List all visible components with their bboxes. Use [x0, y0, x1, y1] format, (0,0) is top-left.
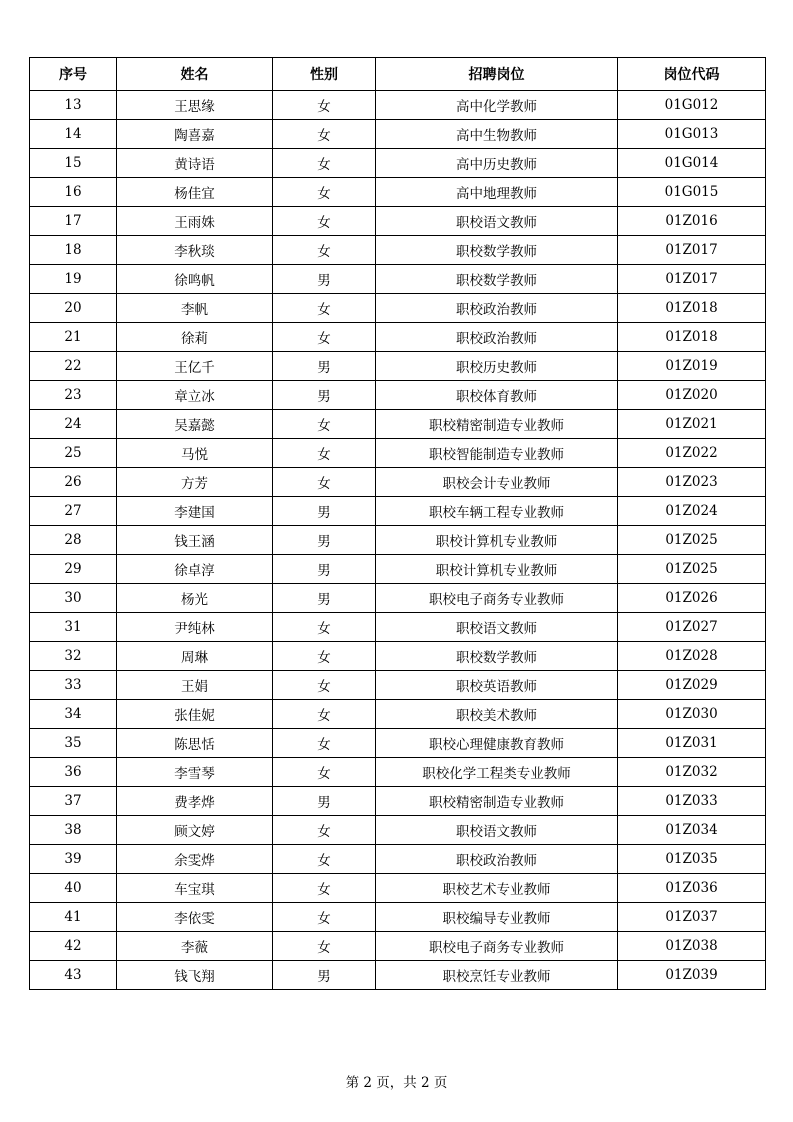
table-row	[30, 410, 766, 439]
cell-post: 高中地理教师	[376, 178, 618, 207]
cell-gender: 女	[273, 758, 376, 787]
cell-seq: 32	[30, 642, 117, 671]
table-row	[30, 265, 766, 294]
cell-post: 职校编导专业教师	[376, 903, 618, 932]
cell-gender: 男	[273, 381, 376, 410]
cell-seq: 16	[30, 178, 117, 207]
cell-post: 高中生物教师	[376, 120, 618, 149]
cell-code: 01Z024	[618, 497, 766, 526]
cell-name: 李帆	[117, 294, 273, 323]
cell-name: 尹纯林	[117, 613, 273, 642]
cell-gender: 男	[273, 584, 376, 613]
table-row	[30, 236, 766, 265]
cell-code: 01Z029	[618, 671, 766, 700]
cell-name: 李雪琴	[117, 758, 273, 787]
table-row	[30, 120, 766, 149]
cell-gender: 男	[273, 265, 376, 294]
cell-gender: 女	[273, 468, 376, 497]
table-row	[30, 642, 766, 671]
cell-code: 01Z025	[618, 555, 766, 584]
cell-seq: 29	[30, 555, 117, 584]
cell-name: 马悦	[117, 439, 273, 468]
cell-post: 职校计算机专业教师	[376, 555, 618, 584]
table-row	[30, 497, 766, 526]
cell-gender: 女	[273, 120, 376, 149]
cell-post: 职校电子商务专业教师	[376, 932, 618, 961]
header-code: 岗位代码	[618, 58, 766, 91]
cell-gender: 男	[273, 526, 376, 555]
cell-code: 01Z022	[618, 439, 766, 468]
cell-name: 张佳妮	[117, 700, 273, 729]
cell-name: 黄诗语	[117, 149, 273, 178]
cell-seq: 28	[30, 526, 117, 555]
cell-post: 职校精密制造专业教师	[376, 410, 618, 439]
cell-code: 01Z039	[618, 961, 766, 990]
header-seq: 序号	[30, 58, 117, 91]
cell-gender: 女	[273, 178, 376, 207]
cell-seq: 34	[30, 700, 117, 729]
table-row	[30, 613, 766, 642]
cell-code: 01Z019	[618, 352, 766, 381]
cell-seq: 30	[30, 584, 117, 613]
cell-gender: 女	[273, 642, 376, 671]
cell-seq: 18	[30, 236, 117, 265]
cell-seq: 39	[30, 845, 117, 874]
cell-code: 01Z017	[618, 265, 766, 294]
cell-seq: 14	[30, 120, 117, 149]
cell-gender: 女	[273, 149, 376, 178]
cell-gender: 女	[273, 845, 376, 874]
cell-code: 01G013	[618, 120, 766, 149]
cell-post: 职校政治教师	[376, 323, 618, 352]
table-row	[30, 178, 766, 207]
cell-gender: 女	[273, 207, 376, 236]
cell-code: 01Z032	[618, 758, 766, 787]
cell-code: 01Z034	[618, 816, 766, 845]
cell-code: 01Z035	[618, 845, 766, 874]
cell-gender: 女	[273, 439, 376, 468]
cell-name: 王娟	[117, 671, 273, 700]
cell-seq: 43	[30, 961, 117, 990]
table-row	[30, 584, 766, 613]
cell-gender: 女	[273, 236, 376, 265]
cell-post: 职校精密制造专业教师	[376, 787, 618, 816]
cell-seq: 20	[30, 294, 117, 323]
candidate-table	[29, 57, 766, 990]
table-row	[30, 439, 766, 468]
cell-seq: 33	[30, 671, 117, 700]
cell-seq: 27	[30, 497, 117, 526]
cell-name: 李秋琰	[117, 236, 273, 265]
cell-code: 01Z030	[618, 700, 766, 729]
table-row	[30, 671, 766, 700]
cell-name: 费孝烨	[117, 787, 273, 816]
cell-gender: 女	[273, 91, 376, 120]
cell-post: 职校语文教师	[376, 816, 618, 845]
cell-name: 李依雯	[117, 903, 273, 932]
cell-gender: 女	[273, 729, 376, 758]
table-row	[30, 381, 766, 410]
cell-name: 余雯烨	[117, 845, 273, 874]
cell-post: 职校数学教师	[376, 236, 618, 265]
cell-name: 王雨姝	[117, 207, 273, 236]
cell-name: 李建国	[117, 497, 273, 526]
cell-post: 职校智能制造专业教师	[376, 439, 618, 468]
cell-post: 职校政治教师	[376, 845, 618, 874]
cell-code: 01Z021	[618, 410, 766, 439]
table-row	[30, 903, 766, 932]
cell-code: 01G015	[618, 178, 766, 207]
cell-post: 职校会计专业教师	[376, 468, 618, 497]
cell-gender: 男	[273, 787, 376, 816]
cell-name: 陶喜嘉	[117, 120, 273, 149]
cell-code: 01Z023	[618, 468, 766, 497]
table-row	[30, 352, 766, 381]
table-row	[30, 961, 766, 990]
cell-name: 李薇	[117, 932, 273, 961]
cell-gender: 男	[273, 497, 376, 526]
cell-seq: 42	[30, 932, 117, 961]
cell-code: 01Z020	[618, 381, 766, 410]
cell-post: 职校心理健康教育教师	[376, 729, 618, 758]
cell-seq: 23	[30, 381, 117, 410]
cell-gender: 男	[273, 961, 376, 990]
cell-post: 职校计算机专业教师	[376, 526, 618, 555]
cell-name: 王思缘	[117, 91, 273, 120]
cell-seq: 35	[30, 729, 117, 758]
cell-post: 职校车辆工程专业教师	[376, 497, 618, 526]
header-row	[30, 58, 766, 91]
cell-seq: 15	[30, 149, 117, 178]
cell-seq: 13	[30, 91, 117, 120]
cell-seq: 38	[30, 816, 117, 845]
table-row	[30, 758, 766, 787]
table-row	[30, 816, 766, 845]
cell-name: 钱飞翔	[117, 961, 273, 990]
table-row	[30, 323, 766, 352]
cell-seq: 21	[30, 323, 117, 352]
cell-post: 职校艺术专业教师	[376, 874, 618, 903]
cell-code: 01Z017	[618, 236, 766, 265]
cell-code: 01Z031	[618, 729, 766, 758]
cell-name: 章立冰	[117, 381, 273, 410]
table-row	[30, 700, 766, 729]
cell-code: 01Z037	[618, 903, 766, 932]
cell-name: 车宝琪	[117, 874, 273, 903]
cell-post: 职校化学工程类专业教师	[376, 758, 618, 787]
table-row	[30, 874, 766, 903]
cell-gender: 女	[273, 874, 376, 903]
cell-code: 01G014	[618, 149, 766, 178]
cell-code: 01Z038	[618, 932, 766, 961]
cell-name: 徐卓淳	[117, 555, 273, 584]
cell-gender: 男	[273, 352, 376, 381]
cell-name: 徐莉	[117, 323, 273, 352]
cell-post: 职校烹饪专业教师	[376, 961, 618, 990]
cell-code: 01Z018	[618, 323, 766, 352]
cell-code: 01Z028	[618, 642, 766, 671]
cell-post: 职校数学教师	[376, 642, 618, 671]
cell-seq: 36	[30, 758, 117, 787]
cell-code: 01Z025	[618, 526, 766, 555]
cell-seq: 17	[30, 207, 117, 236]
cell-seq: 25	[30, 439, 117, 468]
table-body	[30, 91, 766, 990]
cell-name: 杨佳宜	[117, 178, 273, 207]
cell-name: 方芳	[117, 468, 273, 497]
table-row	[30, 787, 766, 816]
cell-name: 王亿千	[117, 352, 273, 381]
cell-seq: 40	[30, 874, 117, 903]
cell-gender: 女	[273, 294, 376, 323]
table-row	[30, 845, 766, 874]
cell-code: 01Z026	[618, 584, 766, 613]
cell-code: 01G012	[618, 91, 766, 120]
cell-name: 钱王涵	[117, 526, 273, 555]
cell-gender: 女	[273, 816, 376, 845]
cell-code: 01Z027	[618, 613, 766, 642]
cell-post: 职校语文教师	[376, 207, 618, 236]
cell-gender: 女	[273, 700, 376, 729]
page-footer: 第 2 页，共 2 页	[345, 1075, 448, 1091]
cell-post: 职校语文教师	[376, 613, 618, 642]
cell-code: 01Z016	[618, 207, 766, 236]
cell-code: 01Z033	[618, 787, 766, 816]
cell-post: 职校历史教师	[376, 352, 618, 381]
header-gender: 性别	[273, 58, 376, 91]
cell-gender: 女	[273, 410, 376, 439]
cell-gender: 女	[273, 932, 376, 961]
header-post: 招聘岗位	[376, 58, 618, 91]
cell-name: 顾文婷	[117, 816, 273, 845]
cell-post: 职校体育教师	[376, 381, 618, 410]
cell-name: 吴嘉懿	[117, 410, 273, 439]
cell-code: 01Z036	[618, 874, 766, 903]
cell-name: 周琳	[117, 642, 273, 671]
cell-gender: 男	[273, 555, 376, 584]
table-header	[30, 58, 766, 91]
table-row	[30, 207, 766, 236]
cell-name: 徐鸣帆	[117, 265, 273, 294]
cell-seq: 31	[30, 613, 117, 642]
cell-post: 职校英语教师	[376, 671, 618, 700]
cell-seq: 41	[30, 903, 117, 932]
table-row	[30, 729, 766, 758]
table-row	[30, 932, 766, 961]
cell-gender: 女	[273, 903, 376, 932]
cell-gender: 女	[273, 323, 376, 352]
table-row	[30, 526, 766, 555]
table-row	[30, 555, 766, 584]
cell-seq: 37	[30, 787, 117, 816]
cell-name: 陈思恬	[117, 729, 273, 758]
cell-seq: 19	[30, 265, 117, 294]
cell-seq: 26	[30, 468, 117, 497]
cell-post: 职校数学教师	[376, 265, 618, 294]
cell-post: 职校电子商务专业教师	[376, 584, 618, 613]
cell-post: 高中化学教师	[376, 91, 618, 120]
cell-seq: 24	[30, 410, 117, 439]
table-row	[30, 149, 766, 178]
cell-name: 杨光	[117, 584, 273, 613]
cell-post: 职校政治教师	[376, 294, 618, 323]
table-row	[30, 294, 766, 323]
table-row	[30, 91, 766, 120]
cell-post: 高中历史教师	[376, 149, 618, 178]
table-row	[30, 468, 766, 497]
cell-gender: 女	[273, 613, 376, 642]
cell-seq: 22	[30, 352, 117, 381]
cell-code: 01Z018	[618, 294, 766, 323]
cell-gender: 女	[273, 671, 376, 700]
header-name: 姓名	[117, 58, 273, 91]
cell-post: 职校美术教师	[376, 700, 618, 729]
